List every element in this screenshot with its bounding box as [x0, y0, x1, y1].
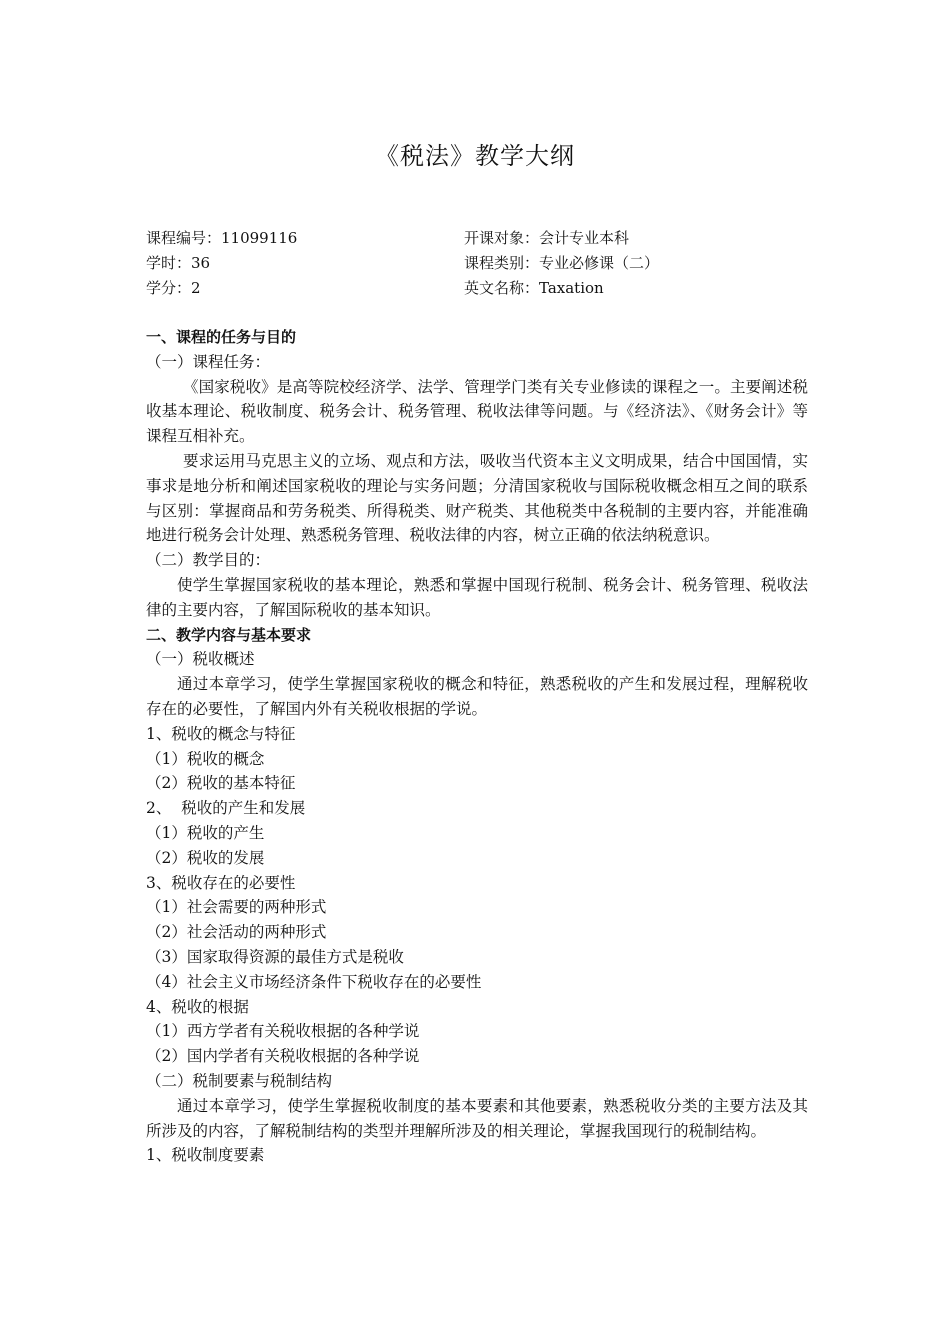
section-heading: 二、教学内容与基本要求	[146, 625, 312, 644]
paragraph: 通过本章学习，使学生掌握国家税收的概念和特征，熟悉税收的产生和发展过程，理解税收存在的必要性，了解国内外有关税收根据的学说。	[146, 675, 808, 718]
list-item: （1）税收的产生	[146, 823, 265, 842]
subsection-heading: （一）课程任务：	[146, 352, 271, 371]
paragraph: 要求运用马克思主义的立场、观点和方法，吸收当代资本主义文明成果，结合中国国情，实事求是地分析和阐述国家税收的理论与实务问题；分清国家税收与国际税收概念相互之间的联系与区别：掌握商品和劳务税类、所得税类、财产税类、其他税类中各税制的主要内容，并能准确地进行税务会计处理、熟悉税务管理、税收法律的内容，树立正确的依法纳税意识。	[146, 451, 808, 545]
course-info-row	[146, 276, 826, 301]
list-item: （1）税收的概念	[146, 749, 265, 768]
list-item: （2）税收的发展	[146, 848, 265, 867]
list-item: （2）社会活动的两种形式	[146, 923, 327, 942]
list-item: （1）西方学者有关税收根据的各种学说	[146, 1022, 420, 1041]
paragraph: 使学生掌握国家税收的基本理论，熟悉和掌握中国现行税制、税务会计、税务管理、税收法律的主要内容，了解国际税收的基本知识。	[146, 575, 808, 619]
course-credits: 学分：2	[146, 279, 201, 297]
list-item: （4）社会主义市场经济条件下税收存在的必要性	[146, 972, 482, 991]
course-english-name: 英文名称：Taxation	[464, 279, 604, 297]
course-code: 课程编号：11099116	[146, 229, 298, 247]
course-info	[146, 226, 826, 301]
course-info-row	[146, 226, 826, 251]
list-item: 1、税收制度要素	[146, 1146, 265, 1165]
list-item: （1）社会需要的两种形式	[146, 898, 327, 917]
paragraph: 通过本章学习，使学生掌握税收制度的基本要素和其他要素，熟悉税收分类的主要方法及其所涉及的内容，了解税制结构的类型并理解所涉及的相关理论，掌握我国现行的税制结构。	[146, 1096, 808, 1140]
course-category: 课程类别：专业必修课（二）	[464, 254, 660, 272]
course-target: 开课对象：会计专业本科	[464, 229, 630, 247]
list-item: （2）国内学者有关税收根据的各种学说	[146, 1047, 420, 1066]
list-item: （2）税收的基本特征	[146, 774, 296, 793]
paragraph: 《国家税收》是高等院校经济学、法学、管理学门类有关专业修读的课程之一。主要阐述税收基本理论、税收制度、税务会计、税务管理、税收法律等问题。与《经济法》、《财务会计》等课程互相补充。	[146, 377, 808, 446]
list-item: 2、 税收的产生和发展	[146, 799, 306, 818]
subsection-heading: （二）税制要素与税制结构	[146, 1071, 333, 1090]
course-hours: 学时：36	[146, 254, 211, 272]
list-item: 4、税收的根据	[146, 997, 249, 1016]
document-body	[146, 325, 808, 1168]
course-info-row	[146, 251, 826, 276]
section-heading: 一、课程的任务与目的	[146, 328, 297, 346]
subsection-heading: （一）税收概述	[146, 650, 255, 669]
list-item: 1、税收的概念与特征	[146, 724, 296, 743]
subsection-heading: （二）教学目的：	[146, 551, 271, 570]
list-item: 3、税收存在的必要性	[146, 873, 296, 892]
list-item: （3）国家取得资源的最佳方式是税收	[146, 947, 404, 966]
page-title: 《税法》教学大纲	[375, 142, 575, 170]
